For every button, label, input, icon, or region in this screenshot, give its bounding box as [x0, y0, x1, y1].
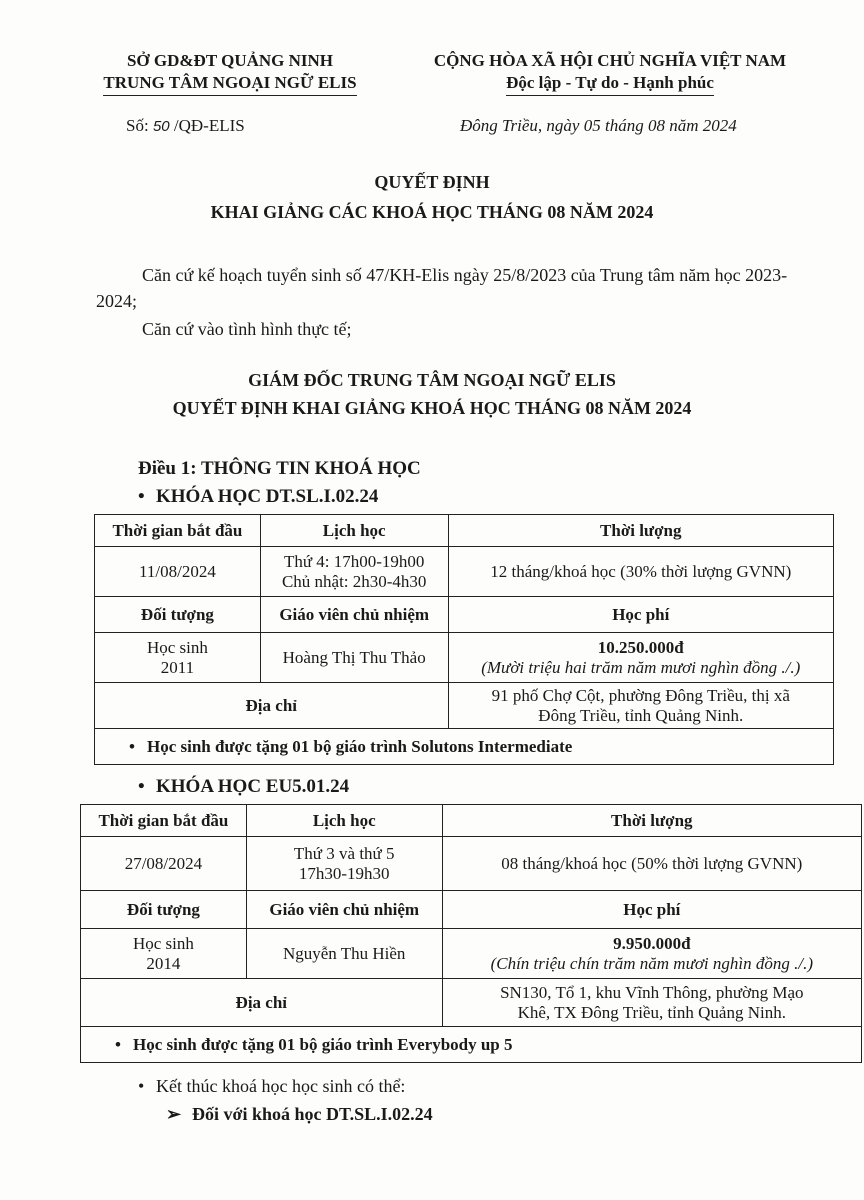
- value-fee: [448, 633, 833, 683]
- ending-subitem: [166, 1104, 433, 1125]
- label-fee: Học phí: [448, 597, 833, 633]
- schedule-line-1: Thứ 4: 17h00-19h00: [283, 551, 425, 571]
- table-row: [95, 729, 834, 765]
- ending-intro: [138, 1076, 405, 1097]
- course-1-heading-text: KHÓA HỌC DT.SL.I.02.24: [156, 486, 379, 507]
- value-schedule: [260, 547, 448, 597]
- label-duration: Thời lượng: [448, 515, 833, 547]
- document-date: Đông Triều, ngày 05 tháng 08 năm 2024: [460, 116, 737, 135]
- motto-text: Độc lập - Tự do - Hạnh phúc: [506, 72, 714, 96]
- value-address: [448, 683, 833, 729]
- value-address: [442, 979, 861, 1027]
- label-schedule: Lịch học: [260, 515, 448, 547]
- table-row: [95, 515, 834, 547]
- issuer-center: [60, 72, 400, 96]
- course-2-heading: [138, 776, 349, 798]
- gift-note: [95, 729, 834, 765]
- issuer-department: SỞ GD&ĐT QUẢNG NINH: [126, 51, 334, 70]
- issuer-center-name: TRUNG TÂM NGOẠI NGỮ ELIS: [103, 72, 356, 96]
- document-title: QUYẾT ĐỊNH: [374, 172, 490, 192]
- label-address: Địa chỉ: [81, 979, 443, 1027]
- ending-intro-text: Kết thúc khoá học học sinh có thể:: [156, 1076, 406, 1096]
- address-line-2: Đông Triều, tỉnh Quảng Ninh.: [538, 705, 744, 725]
- course-1-table: [94, 514, 834, 765]
- value-fee: [442, 929, 861, 979]
- document-number-prefix: Số:: [126, 116, 153, 135]
- audience-line-2: 2011: [160, 657, 195, 677]
- label-address: Địa chỉ: [95, 683, 449, 729]
- audience-line-2: 2014: [146, 953, 181, 973]
- label-audience: Đối tượng: [81, 891, 247, 929]
- issuer-block: [60, 50, 400, 96]
- fee-amount: 10.250.000đ: [597, 637, 684, 657]
- preamble-basis-1: Căn cứ kế hoạch tuyển sinh số 47/KH-Elis ngày 25/8/2023 của Trung tâm năm học 2023- 2024;: [96, 265, 788, 311]
- course-2-table: [80, 804, 862, 1063]
- course-1-heading: [138, 486, 378, 508]
- table-row: [81, 837, 862, 891]
- document-number: [126, 116, 245, 136]
- schedule-line-2: 17h30-19h30: [298, 863, 390, 883]
- label-start: Thời gian bắt đầu: [95, 515, 261, 547]
- document-subtitle: KHAI GIẢNG CÁC KHOÁ HỌC THÁNG 08 NĂM 2024: [210, 202, 654, 222]
- table-row: [81, 891, 862, 929]
- fee-in-words: (Chín triệu chín trăm năm mươi nghìn đồng ./.): [490, 953, 814, 973]
- value-duration: 12 tháng/khoá học (30% thời lượng GVNN): [448, 547, 833, 597]
- gift-note: [81, 1027, 862, 1063]
- address-line-1: SN130, Tổ 1, khu Vĩnh Thông, phường Mạo: [500, 982, 804, 1002]
- value-teacher: Hoàng Thị Thu Thảo: [260, 633, 448, 683]
- label-audience: Đối tượng: [95, 597, 261, 633]
- label-start: Thời gian bắt đầu: [81, 805, 247, 837]
- value-start: 11/08/2024: [95, 547, 261, 597]
- table-row: [95, 547, 834, 597]
- table-row: [81, 1027, 862, 1063]
- table-row: [95, 633, 834, 683]
- table-row: [81, 805, 862, 837]
- bullet-icon: •: [138, 486, 145, 507]
- bullet-icon: •: [129, 736, 135, 756]
- schedule-line-2: Chủ nhật: 2h30-4h30: [281, 571, 427, 591]
- address-line-1: 91 phố Chợ Cột, phường Đông Triều, thị xã: [491, 685, 790, 705]
- document-number-suffix: /QĐ-ELIS: [169, 116, 245, 135]
- bullet-icon: •: [138, 776, 145, 797]
- arrow-bullet-icon: ➢: [166, 1104, 182, 1124]
- national-name: CỘNG HÒA XÃ HỘI CHỦ NGHĨA VIỆT NAM: [433, 51, 787, 70]
- fee-amount: 9.950.000đ: [613, 933, 691, 953]
- gift-note-text: Học sinh được tặng 01 bộ giáo trình Solutons Intermediate: [147, 736, 573, 756]
- preamble-basis-2: Căn cứ vào tình hình thực tế;: [142, 319, 352, 339]
- label-teacher: Giáo viên chủ nhiệm: [260, 597, 448, 633]
- audience-line-1: Học sinh: [146, 637, 208, 657]
- ending-subitem-text: Đối với khoá học DT.SL.I.02.24: [192, 1104, 433, 1124]
- national-motto-block: [400, 50, 820, 96]
- table-row: [95, 597, 834, 633]
- table-row: [81, 929, 862, 979]
- label-fee: Học phí: [442, 891, 861, 929]
- value-duration: 08 tháng/khoá học (50% thời lượng GVNN): [442, 837, 861, 891]
- table-row: [95, 683, 834, 729]
- bullet-icon: •: [138, 1076, 145, 1096]
- document-number-value: 50: [152, 118, 170, 135]
- schedule-line-1: Thứ 3 và thứ 5: [293, 843, 395, 863]
- audience-line-1: Học sinh: [132, 933, 194, 953]
- article-1-heading: Điều 1: THÔNG TIN KHOÁ HỌC: [138, 458, 421, 479]
- value-audience: [81, 929, 247, 979]
- label-teacher: Giáo viên chủ nhiệm: [246, 891, 442, 929]
- fee-in-words: (Mười triệu hai trăm năm mươi nghìn đồng ./.): [481, 657, 801, 677]
- label-schedule: Lịch học: [246, 805, 442, 837]
- value-schedule: [246, 837, 442, 891]
- course-2-heading-text: KHÓA HỌC EU5.01.24: [156, 776, 350, 797]
- gift-note-text: Học sinh được tặng 01 bộ giáo trình Everybody up 5: [133, 1034, 513, 1054]
- value-audience: [95, 633, 261, 683]
- motto: [400, 72, 820, 96]
- value-teacher: Nguyễn Thu Hiền: [246, 929, 442, 979]
- value-start: 27/08/2024: [81, 837, 247, 891]
- label-duration: Thời lượng: [442, 805, 861, 837]
- bullet-icon: •: [115, 1034, 121, 1054]
- director-heading: GIÁM ĐỐC TRUNG TÂM NGOẠI NGỮ ELIS: [248, 370, 616, 390]
- director-decision: QUYẾT ĐỊNH KHAI GIẢNG KHOÁ HỌC THÁNG 08 NĂM 2024: [172, 398, 692, 418]
- table-row: [81, 979, 862, 1027]
- address-line-2: Khê, TX Đông Triều, tỉnh Quảng Ninh.: [517, 1002, 786, 1022]
